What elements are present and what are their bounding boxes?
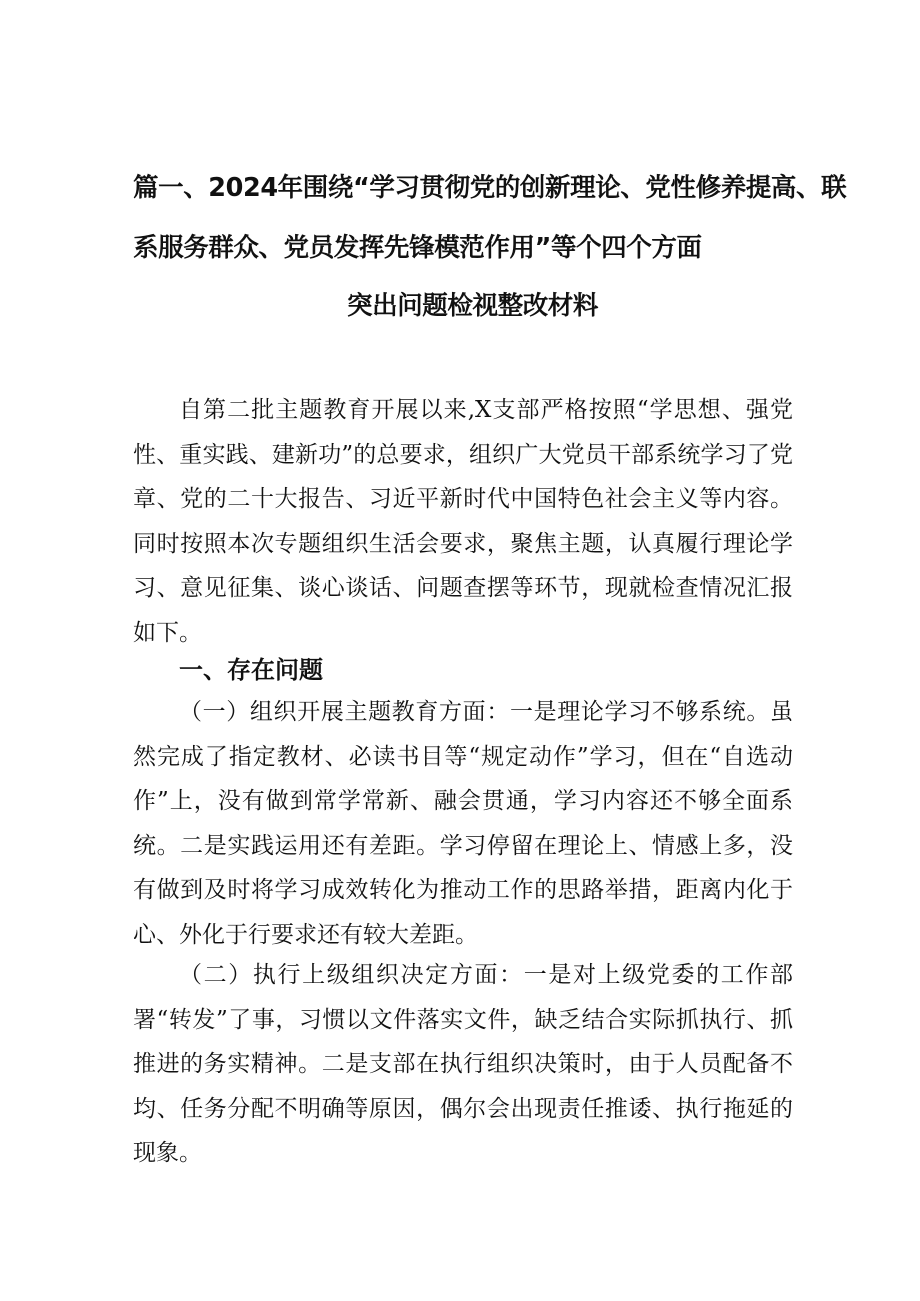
title-line-2: 系服务群众、党员发挥先锋模范作用”等个四个方面: [133, 233, 702, 263]
intro-paragraph: 自第二批主题教育开展以来,X支部严格按照“学思想、强党性、重实践、建新功”的总要求，组织广大党员干部系统学习了党章、党的二十大报告、习近平新时代中国特色社会主义等内容。同时按照本次专题组织生活会要求，聚焦主题，认真履行理论学习、意见征集、谈心谈话、问题查摆等环节，现就检查情况汇报如下。: [133, 397, 793, 646]
title-line-3: 突出问题检视整改材料: [347, 291, 599, 321]
title-line-1: 篇一、2024年围绕“学习贯彻党的创新理论、党性修养提高、联: [133, 173, 847, 203]
body-paragraph-2: （二）执行上级组织决定方面：一是对上级党委的工作部署“转发”了事，习惯以文件落实文件，缺乏结合实际抓执行、抓推进的务实精神。二是支部在执行组织决策时，由于人员配备不均、任务分配不明确等原因，偶尔会出现责任推诿、执行拖延的现象。: [133, 962, 793, 1167]
section-heading: 一、存在问题: [179, 656, 323, 684]
body-paragraph-1: （一）组织开展主题教育方面：一是理论学习不够系统。虽然完成了指定教材、必读书目等“规定动作”学习，但在“自选动作”上，没有做到常学常新、融会贯通，学习内容还不够全面系统。二是实践运用还有差距。学习停留在理论上、情感上多，没有做到及时将学习成效转化为推动工作的思路举措，距离内化于心、外化于行要求还有较大差距。: [133, 699, 793, 948]
